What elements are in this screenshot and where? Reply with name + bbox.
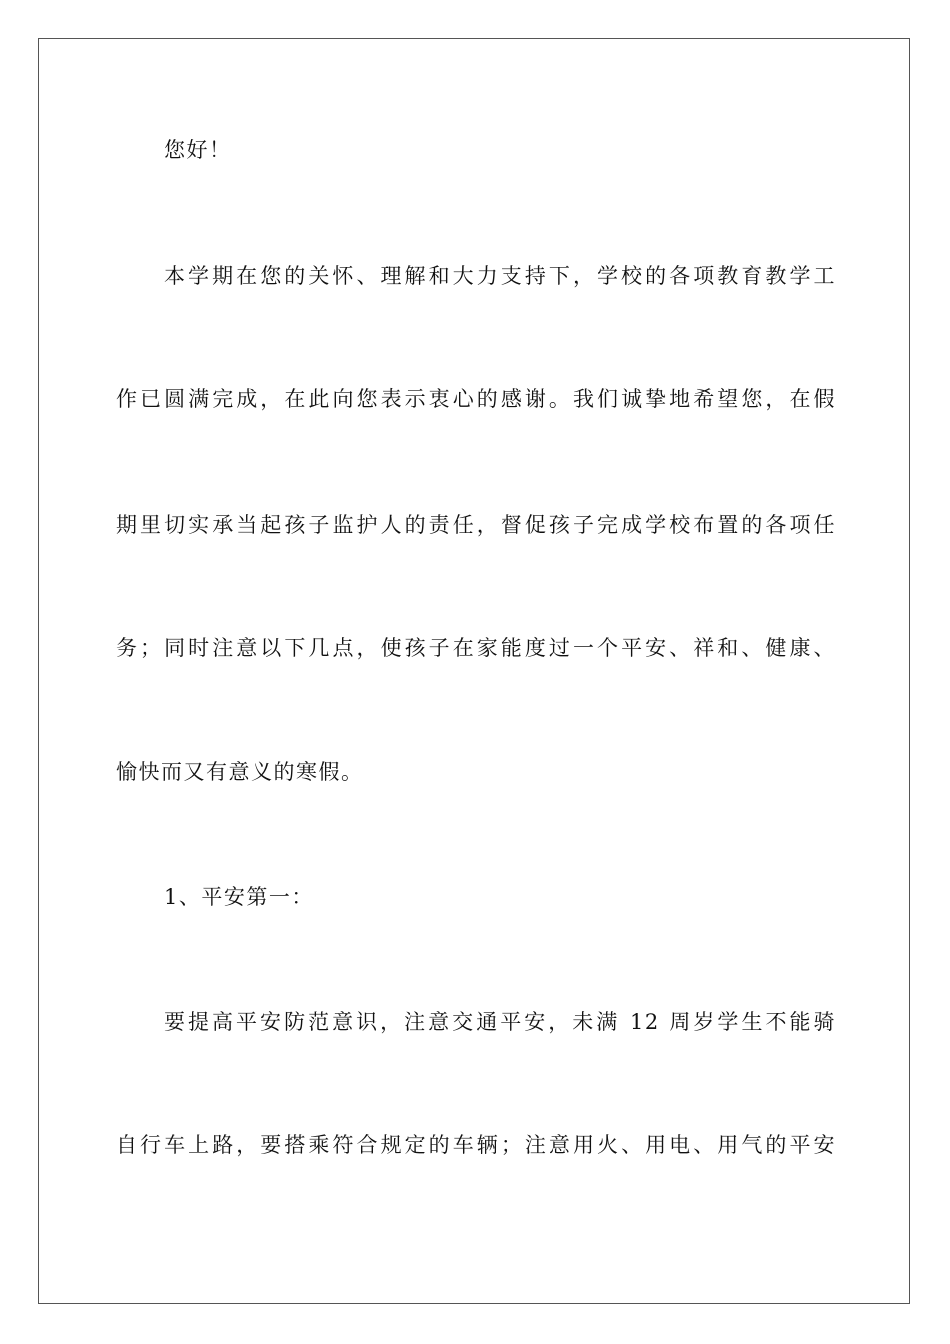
paragraph-line: 务；同时注意以下几点，使孩子在家能度过一个平安、祥和、健康、 <box>116 636 836 660</box>
paragraph-line: 作已圆满完成，在此向您表示衷心的感谢。我们诚挚地希望您，在假 <box>116 387 836 411</box>
paragraph-line: 期里切实承当起孩子监护人的责任，督促孩子完成学校布置的各项任 <box>116 513 836 537</box>
paragraph-line: 愉快而又有意义的寒假。 <box>116 760 364 784</box>
page-border <box>38 38 910 1304</box>
paragraph-line: 要提高平安防范意识，注意交通平安，未满 12 周岁学生不能骑 <box>164 1010 836 1034</box>
section-heading: 1、平安第一： <box>164 885 314 909</box>
paragraph-line: 自行车上路，要搭乘符合规定的车辆；注意用火、用电、用气的平安 <box>116 1133 836 1157</box>
greeting: 您好！ <box>164 138 232 162</box>
paragraph-line: 本学期在您的关怀、理解和大力支持下，学校的各项教育教学工 <box>164 264 836 288</box>
